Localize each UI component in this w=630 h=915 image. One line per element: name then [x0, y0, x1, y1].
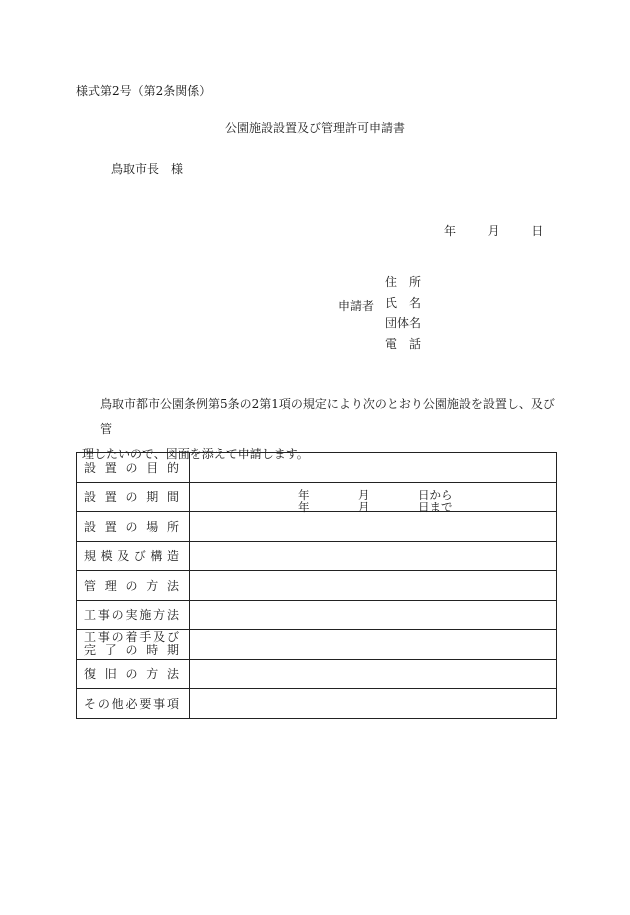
- purpose-field[interactable]: [190, 453, 557, 483]
- row-label-text: [84, 459, 179, 476]
- label-char: 方: [146, 667, 159, 682]
- label-char: の: [125, 667, 138, 682]
- organization-label: 団体名: [385, 316, 422, 330]
- table-row-other: [77, 689, 557, 719]
- table-row-scale: [77, 541, 557, 571]
- label-char: の: [125, 578, 138, 593]
- label-char: 期: [166, 643, 179, 658]
- address-label: 住 所: [385, 275, 422, 289]
- applicant-role-label: 申請者: [338, 299, 375, 313]
- other-field[interactable]: [190, 689, 557, 719]
- row-label-restoration: [77, 659, 190, 689]
- row-label-text: [84, 547, 179, 564]
- label-char: 間: [166, 490, 179, 505]
- label-char: 工: [84, 630, 97, 645]
- date-year-label: 年: [444, 224, 457, 238]
- label-char: 方: [153, 608, 166, 623]
- label-char: 造: [166, 549, 179, 564]
- management-field[interactable]: [190, 571, 557, 601]
- label-char: の: [97, 696, 110, 711]
- label-char: 置: [104, 519, 117, 534]
- label-char: 模: [100, 549, 113, 564]
- label-char: 方: [146, 578, 159, 593]
- label-char: 施: [139, 608, 152, 623]
- body-text-line-2: 理したいので、図面を添えて申請します。: [82, 447, 309, 461]
- label-char: 期: [146, 490, 159, 505]
- label-char: 設: [84, 490, 97, 505]
- table-row-location: [77, 512, 557, 542]
- label-char: 規: [84, 549, 97, 564]
- label-char: 管: [84, 578, 97, 593]
- label-char: 実: [125, 608, 138, 623]
- phone-label: 電 話: [385, 336, 422, 351]
- row-label-construction-timing: [77, 630, 190, 660]
- label-char: 法: [166, 578, 179, 593]
- row-label-period: [77, 482, 190, 512]
- label-char: の: [125, 519, 138, 534]
- period-to-year: 年: [298, 499, 310, 514]
- period-inputs: [190, 483, 556, 512]
- label-char: 完: [84, 643, 97, 658]
- row-label-text: [84, 695, 179, 712]
- row-label-text-2: [84, 644, 179, 657]
- table-row-construction-method: [77, 600, 557, 630]
- label-char: 所: [166, 519, 179, 534]
- label-char: の: [125, 643, 138, 658]
- detail-table: [76, 452, 557, 719]
- period-to-day: 日まで: [418, 499, 453, 514]
- label-char: 法: [166, 608, 179, 623]
- label-char: の: [125, 460, 138, 475]
- row-label-text: [84, 488, 179, 505]
- row-label-scale: [77, 541, 190, 571]
- label-char: 時: [146, 643, 159, 658]
- label-char: 場: [146, 519, 159, 534]
- table-row-management: [77, 571, 557, 601]
- row-label-location: [77, 512, 190, 542]
- row-label-other: [77, 689, 190, 719]
- restoration-field[interactable]: [190, 659, 557, 689]
- period-field[interactable]: [190, 482, 557, 512]
- label-char: 置: [104, 460, 117, 475]
- label-char: 及: [153, 630, 166, 645]
- label-char: び: [133, 549, 146, 564]
- label-char: 着: [125, 630, 138, 645]
- table-row-period: [77, 482, 557, 512]
- period-to-month: 月: [358, 499, 370, 514]
- label-char: 復: [84, 667, 97, 682]
- label-char: 法: [166, 667, 179, 682]
- form-number: 様式第2号（第2条関係）: [76, 84, 212, 98]
- label-char: 的: [166, 460, 179, 475]
- scale-field[interactable]: [190, 541, 557, 571]
- label-char: 旧: [104, 667, 117, 682]
- label-char: び: [166, 630, 179, 645]
- construction-method-field[interactable]: [190, 600, 557, 630]
- construction-timing-field[interactable]: [190, 630, 557, 660]
- row-label-text: [84, 606, 179, 623]
- label-char: 目: [146, 460, 159, 475]
- row-label-text: [84, 665, 179, 682]
- row-label-management: [77, 571, 190, 601]
- label-char: の: [111, 608, 124, 623]
- label-char: 構: [150, 549, 163, 564]
- period-from-year: 年: [298, 487, 310, 502]
- label-char: 及: [117, 549, 130, 564]
- row-label-purpose: [77, 453, 190, 483]
- label-char: 設: [84, 519, 97, 534]
- row-label-construction-method: [77, 600, 190, 630]
- label-char: 工: [84, 608, 97, 623]
- name-label: 氏 名: [385, 295, 422, 310]
- label-char: 手: [139, 630, 152, 645]
- table-row-purpose: [77, 453, 557, 483]
- label-char: 事: [97, 608, 110, 623]
- label-char: 了: [104, 643, 117, 658]
- date-month-label: 月: [487, 224, 500, 238]
- table-row-construction-timing: [77, 630, 557, 660]
- row-label-text: [84, 577, 179, 594]
- label-char: の: [125, 490, 138, 505]
- label-char: 事: [153, 696, 166, 711]
- label-char: の: [111, 630, 124, 645]
- label-char: 置: [104, 490, 117, 505]
- label-char: 必: [125, 696, 138, 711]
- label-char: 他: [111, 696, 124, 711]
- table-row-restoration: [77, 659, 557, 689]
- label-char: 事: [97, 630, 110, 645]
- row-label-text: [84, 518, 179, 535]
- date-day-label: 日: [531, 224, 544, 238]
- body-text-line-1: 鳥取市都市公園条例第5条の2第1項の規定により次のとおり公園施設を設置し、及び管: [100, 397, 555, 436]
- label-char: 要: [139, 696, 152, 711]
- label-char: 設: [84, 460, 97, 475]
- label-char: 項: [166, 696, 179, 711]
- addressee: 鳥取市長 様: [111, 162, 184, 176]
- date-line: [444, 225, 543, 237]
- period-from-day: 日から: [418, 487, 453, 502]
- label-char: そ: [84, 696, 97, 711]
- label-char: 理: [104, 578, 117, 593]
- document-title: 公園施設設置及び管理許可申請書: [224, 121, 405, 135]
- location-field[interactable]: [190, 512, 557, 542]
- period-from-month: 月: [358, 487, 370, 502]
